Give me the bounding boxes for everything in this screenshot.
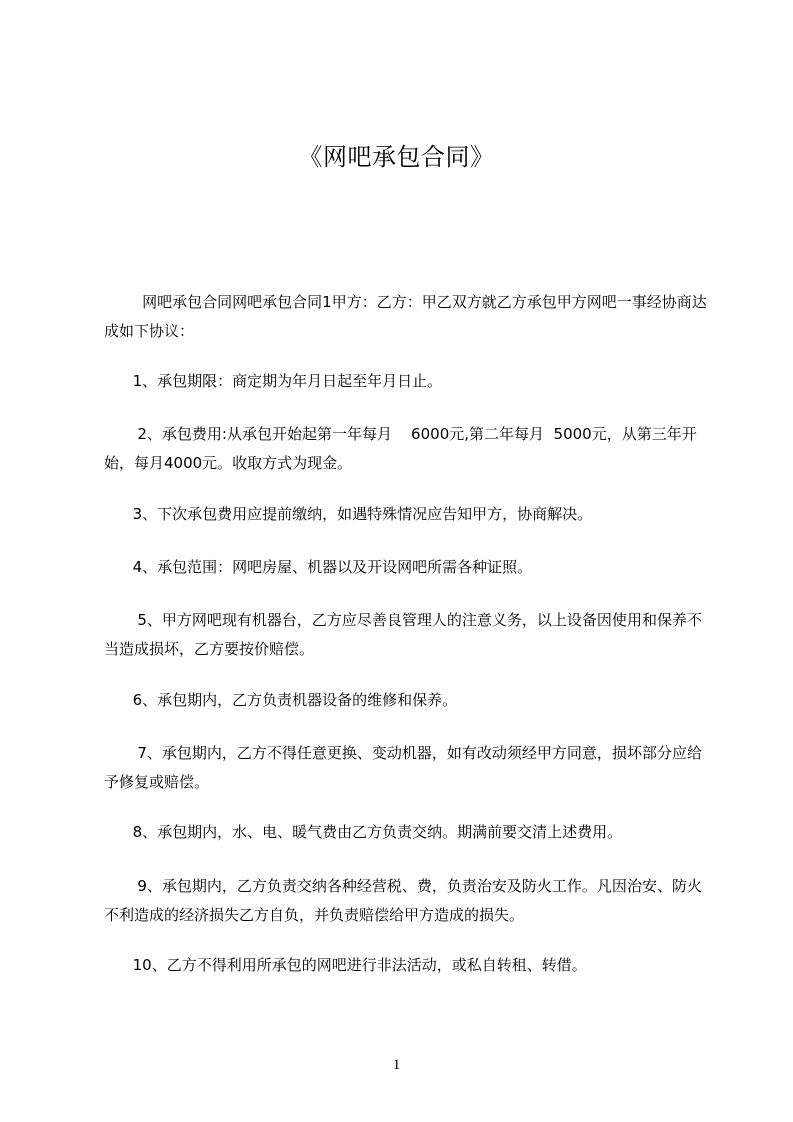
page-number: 1 <box>392 1057 401 1073</box>
clause-4: 4、承包范围：网吧房屋、机器以及开设网吧所需各种证照。 <box>104 558 533 576</box>
clause-8: 8、承包期内，水、电、暖气费由乙方负责交纳。期满前要交清上述费用。 <box>104 823 623 841</box>
clause-6: 6、承包期内，乙方负责机器设备的维修和保养。 <box>104 691 458 709</box>
clause-2: 2、承包费用:从承包开始起第一年每月 6000元,第二年每月 5000元，从第三年开始，每月4000元。收取方式为现金。 <box>104 425 697 472</box>
clause-10: 10、乙方不得利用所承包的网吧进行非法活动，或私自转租、转借。 <box>104 956 587 974</box>
clause-3: 3、下次承包费用应提前缴纳，如遇特殊情况应告知甲方，协商解决。 <box>104 505 593 523</box>
document-title: 《网吧承包合同》 <box>298 143 495 171</box>
clause-9: 9、承包期内，乙方负责交纳各种经营税、费，负责治安及防火工作。凡因治安、防火不利造成的经济损失乙方自负，并负责赔偿给甲方造成的损失。 <box>104 877 702 924</box>
clause-7: 7、承包期内，乙方不得任意更换、变动机器，如有改动须经甲方同意，损坏部分应给予修复或赔偿。 <box>104 744 702 791</box>
clause-5: 5、甲方网吧现有机器台，乙方应尽善良管理人的注意义务，以上设备因使用和保养不当造成损坏，乙方要按价赔偿。 <box>104 611 702 658</box>
intro-paragraph: 网吧承包合同网吧承包合同1甲方：乙方：甲乙双方就乙方承包甲方网吧一事经协商达成如下协议： <box>104 293 707 340</box>
clause-1: 1、承包期限：商定期为年月日起至年月日止。 <box>104 372 443 390</box>
